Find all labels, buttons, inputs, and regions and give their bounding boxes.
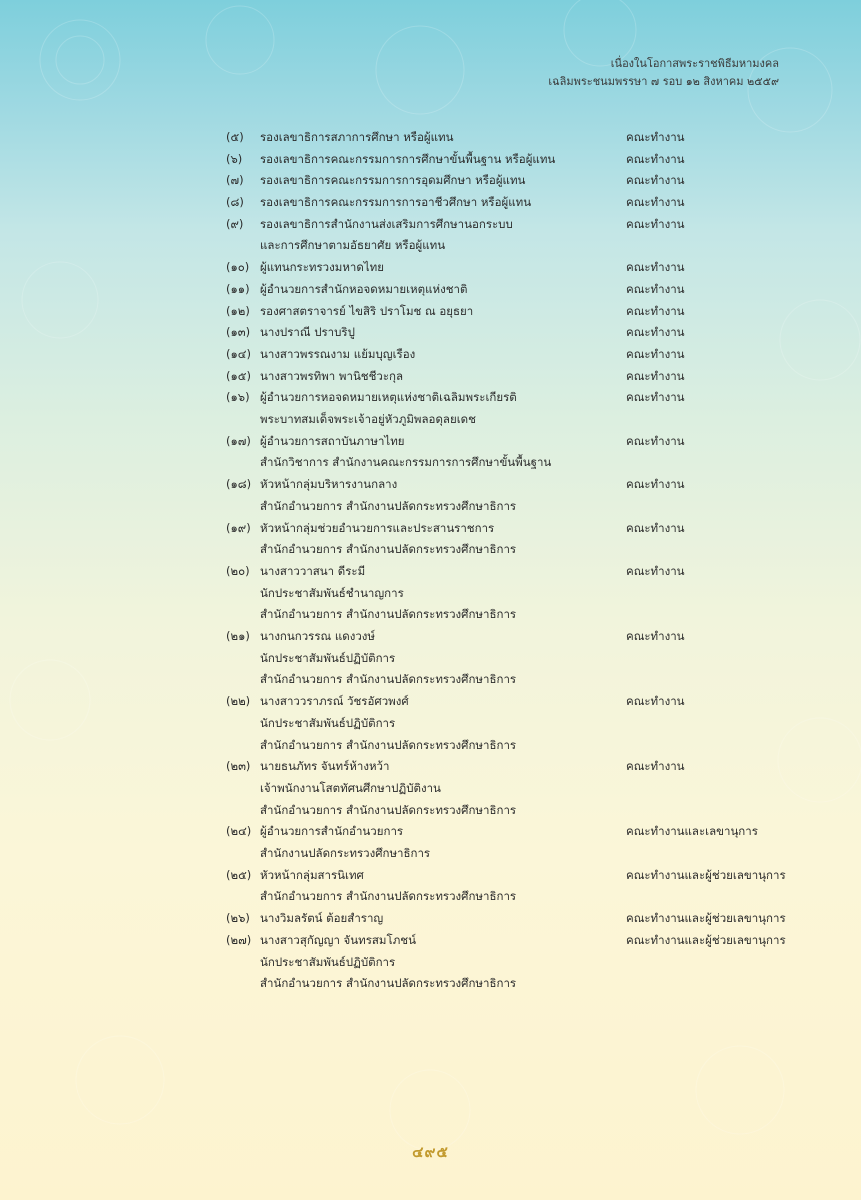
member-role: คณะทำงานและเลขานุการ — [626, 824, 758, 839]
member-name: นางสาววาสนา ดีระมี — [260, 564, 366, 578]
member-role: คณะทำงาน — [626, 260, 685, 275]
member-role: คณะทำงาน — [626, 281, 685, 296]
member-role: คณะทำงาน — [626, 433, 685, 448]
member-role: คณะทำงานและผู้ช่วยเลขานุการ — [626, 911, 786, 926]
item-number: (๑๗) — [226, 433, 251, 448]
member-detail-line: และการศึกษาตามอัธยาศัย หรือผู้แทน — [260, 238, 446, 253]
member-name: ผู้อำนวยการหอจดหมายเหตุแห่งชาติเฉลิมพระเกียรติ — [260, 390, 517, 405]
item-number: (๒๓) — [226, 759, 251, 774]
member-detail-line: เจ้าพนักงานโสตทัศนศึกษาปฏิบัติงาน — [260, 780, 441, 795]
member-name: นางวิมลรัตน์ ต้อยสำราญ — [260, 911, 384, 926]
member-role: คณะทำงาน — [626, 759, 685, 774]
member-name: ผู้อำนวยการสถาบันภาษาไทย — [260, 433, 405, 448]
member-name: หัวหน้ากลุ่มช่วยอำนวยการและประสานราชการ — [260, 520, 495, 535]
member-name: นางสาวพรทิพา พานิชชีวะกุล — [260, 368, 404, 383]
item-number: (๗) — [226, 173, 244, 188]
list-item — [0, 279, 861, 301]
list-item — [0, 474, 861, 517]
member-name: นางสาวสุกัญญา จันทรสมโภชน์ — [260, 932, 416, 947]
item-number: (๒๐) — [226, 564, 250, 578]
item-number: (๑๖) — [226, 390, 250, 405]
item-number: (๑๑) — [226, 281, 250, 296]
member-role: คณะทำงาน — [626, 195, 685, 210]
list-item — [0, 431, 861, 474]
member-role: คณะทำงาน — [626, 477, 685, 492]
member-detail-line: สำนักอำนวยการ สำนักงานปลัดกระทรวงศึกษาธิการ — [260, 672, 517, 687]
item-number: (๖) — [226, 151, 243, 166]
member-detail-line: สำนักวิชาการ สำนักงานคณะกรรมการการศึกษาขั้นพื้นฐาน — [260, 455, 552, 470]
member-role: คณะทำงาน — [626, 694, 685, 709]
list-item — [0, 322, 861, 344]
member-name: ผู้แทนกระทรวงมหาดไทย — [260, 260, 384, 275]
list-item — [0, 149, 861, 171]
item-number: (๑๓) — [226, 325, 251, 340]
list-item — [0, 908, 861, 930]
list-item — [0, 170, 861, 192]
list-item — [0, 387, 861, 430]
list-item — [0, 691, 861, 756]
member-name: รองเลขาธิการคณะกรรมการการอุดมศึกษา หรือผู้แทน — [260, 173, 526, 188]
member-name: รองเลขาธิการคณะกรรมการการอาชีวศึกษา หรือผู้แทน — [260, 195, 532, 210]
item-number: (๑๘) — [226, 477, 252, 492]
member-name: รองศาสตราจารย์ ไขสิริ ปราโมช ณ อยุธยา — [260, 303, 474, 318]
item-number: (๒๔) — [226, 824, 252, 839]
item-number: (๑๒) — [226, 303, 250, 318]
list-item — [0, 518, 861, 561]
list-item — [0, 756, 861, 821]
member-detail-line: สำนักอำนวยการ สำนักงานปลัดกระทรวงศึกษาธิการ — [260, 607, 517, 622]
item-number: (๘) — [226, 195, 244, 210]
item-number: (๙) — [226, 216, 244, 231]
member-name: นางกนกวรรณ แดงวงษ์ — [260, 629, 376, 644]
item-number: (๒๒) — [226, 694, 251, 709]
member-detail-line: นักประชาสัมพันธ์ปฏิบัติการ — [260, 650, 396, 665]
member-role: คณะทำงาน — [626, 629, 685, 644]
member-name: นางปราณี ปราบริปู — [260, 325, 355, 340]
item-number: (๑๔) — [226, 347, 251, 361]
header-line-2: เฉลิมพระชนมพรรษา ๗ รอบ ๑๒ สิงหาคม ๒๕๕๙ — [548, 75, 779, 88]
member-name: ผู้อำนวยการสำนักอำนวยการ — [260, 824, 404, 839]
page-header — [548, 55, 779, 91]
list-item — [0, 366, 861, 388]
member-role: คณะทำงาน — [626, 564, 685, 578]
list-item — [0, 865, 861, 908]
list-item — [0, 214, 861, 257]
member-detail-line: พระบาทสมเด็จพระเจ้าอยู่หัวภูมิพลอดุลยเดช — [260, 412, 476, 427]
member-name: นางสาววราภรณ์ วัชรอัศวพงศ์ — [260, 694, 409, 709]
item-number: (๒๖) — [226, 911, 250, 926]
member-detail-line: สำนักอำนวยการ สำนักงานปลัดกระทรวงศึกษาธิการ — [260, 889, 517, 904]
list-item — [0, 626, 861, 691]
member-role: คณะทำงาน — [626, 347, 685, 361]
member-detail-line: สำนักอำนวยการ สำนักงานปลัดกระทรวงศึกษาธิการ — [260, 802, 517, 817]
member-detail-line: สำนักอำนวยการ สำนักงานปลัดกระทรวงศึกษาธิการ — [260, 498, 517, 513]
member-name: นายธนภัทร จันทร์ห้างหว้า — [260, 759, 390, 774]
member-detail-line: สำนักงานปลัดกระทรวงศึกษาธิการ — [260, 846, 431, 861]
list-item — [0, 301, 861, 323]
member-role: คณะทำงาน — [626, 173, 685, 188]
list-item — [0, 344, 861, 366]
list-item — [0, 127, 861, 149]
member-role: คณะทำงาน — [626, 216, 685, 231]
list-item — [0, 192, 861, 214]
member-role: คณะทำงาน — [626, 325, 685, 340]
list-item — [0, 561, 861, 626]
list-item — [0, 257, 861, 279]
list-item — [0, 930, 861, 995]
member-detail-line: สำนักอำนวยการ สำนักงานปลัดกระทรวงศึกษาธิการ — [260, 542, 517, 557]
member-detail-line: สำนักอำนวยการ สำนักงานปลัดกระทรวงศึกษาธิการ — [260, 737, 517, 752]
member-role: คณะทำงานและผู้ช่วยเลขานุการ — [626, 932, 786, 947]
member-role: คณะทำงาน — [626, 151, 685, 166]
member-role: คณะทำงาน — [626, 303, 685, 318]
member-name: หัวหน้ากลุ่มสารนิเทศ — [260, 867, 364, 882]
member-detail-line: นักประชาสัมพันธ์ปฏิบัติการ — [260, 954, 396, 969]
item-number: (๑๙) — [226, 520, 251, 535]
member-name: รองเลขาธิการสำนักงานส่งเสริมการศึกษานอกระบบ — [260, 216, 513, 231]
item-number: (๕) — [226, 130, 244, 144]
member-detail-line: สำนักอำนวยการ สำนักงานปลัดกระทรวงศึกษาธิการ — [260, 976, 517, 991]
item-number: (๒๕) — [226, 867, 252, 882]
member-name: หัวหน้ากลุ่มบริหารงานกลาง — [260, 477, 398, 492]
member-name: นางสาวพรรณงาม แย้มบุญเรือง — [260, 347, 416, 361]
item-number: (๒๗) — [226, 932, 252, 947]
page-number: ๔๙๕ — [412, 1143, 449, 1161]
item-number: (๑๐) — [226, 260, 250, 275]
member-name: รองเลขาธิการสภาการศึกษา หรือผู้แทน — [260, 130, 454, 144]
member-detail-line: นักประชาสัมพันธ์ปฏิบัติการ — [260, 715, 396, 730]
member-name: รองเลขาธิการคณะกรรมการการศึกษาขั้นพื้นฐาน หรือผู้แทน — [260, 151, 556, 166]
member-role: คณะทำงานและผู้ช่วยเลขานุการ — [626, 867, 786, 882]
member-name: ผู้อำนวยการสำนักหอจดหมายเหตุแห่งชาติ — [260, 281, 468, 296]
item-number: (๒๑) — [226, 629, 250, 644]
member-role: คณะทำงาน — [626, 130, 685, 144]
member-role: คณะทำงาน — [626, 520, 685, 535]
member-role: คณะทำงาน — [626, 390, 685, 405]
member-role: คณะทำงาน — [626, 368, 685, 383]
item-number: (๑๕) — [226, 368, 251, 383]
member-detail-line: นักประชาสัมพันธ์ชำนาญการ — [260, 585, 404, 600]
list-item — [0, 821, 861, 864]
header-line-1: เนื่องในโอกาสพระราชพิธีมหามงคล — [610, 57, 779, 70]
